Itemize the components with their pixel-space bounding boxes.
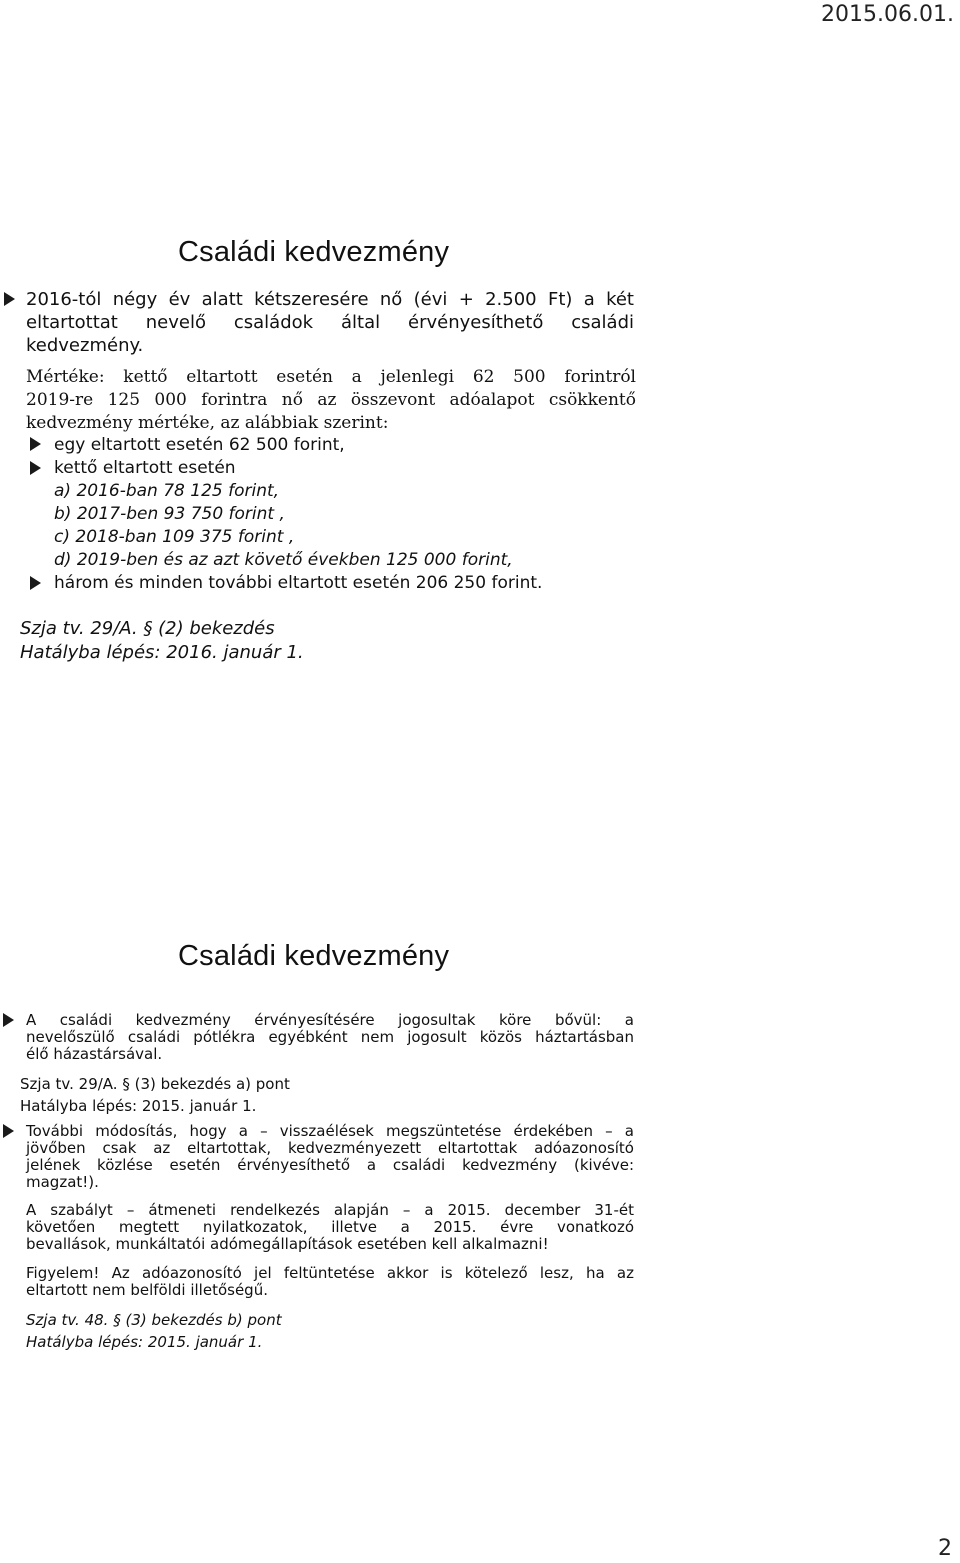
bullet-arrow-icon <box>30 437 41 451</box>
slide1-ref-effective: Hatályba lépés: 2016. január 1. <box>20 642 304 663</box>
slide1-ref-law: Szja tv. 29/A. § (2) bekezdés <box>20 618 275 639</box>
bullet-arrow-icon <box>3 1124 14 1138</box>
header-date: 2015.06.01. <box>821 2 954 27</box>
slide1-title: Családi kedvezmény <box>178 236 450 268</box>
slide1-measure: Mértéke: kettő eltartott esetén a jelenlegi 62 500 forintról 2019-re 125 000 forintra nő az összevont adóalapot csökkentő kedvezmény mértéke, az alábbiak szerint: <box>26 367 636 433</box>
slide1-sub-items <box>54 480 513 572</box>
list-item: b) 2017-ben 93 750 forint , <box>54 504 285 524</box>
slide1-bullet-two: kettő eltartott esetén <box>54 458 236 478</box>
page-number: 2 <box>938 1536 952 1561</box>
slide1-bullet-three: három és minden további eltartott esetén 206 250 forint. <box>54 573 543 593</box>
bullet-arrow-icon <box>30 461 41 475</box>
slide2-ref1-law: Szja tv. 29/A. § (3) bekezdés a) pont <box>20 1075 290 1093</box>
slide1-bullet-one: egy eltartott esetén 62 500 forint, <box>54 435 345 455</box>
slide2-ref1-effective: Hatályba lépés: 2015. január 1. <box>20 1097 257 1115</box>
slide2-ref2-effective: Hatályba lépés: 2015. január 1. <box>26 1333 263 1351</box>
slide2-paragraph-1: A családi kedvezmény érvényesítésére jogosultak köre bővül: a nevelőszülő családi pótlékra egyébként nem jogosult közös háztartásban élő házastársával. <box>26 1011 634 1063</box>
slide2-paragraph-4: Figyelem! Az adóazonosító jel feltüntetése akkor is kötelező lesz, ha az eltartott nem belföldi illetőségű. <box>26 1264 634 1299</box>
bullet-arrow-icon <box>3 1013 14 1027</box>
slide1-intro: 2016-tól négy év alatt kétszeresére nő (évi + 2.500 Ft) a két eltartottat nevelő családok által érvényesíthető családi kedvezmény. <box>26 289 634 356</box>
bullet-arrow-icon <box>4 292 15 306</box>
slide2-paragraph-2: További módosítás, hogy a – visszaélések megszüntetése érdekében – a jövőben csak az eltartottak, kedvezményezett eltartottak adóazonosító jelének közlése esetén érvényesíthető a családi kedvezmény (kivéve: magzat!). <box>26 1122 634 1191</box>
slide2-title: Családi kedvezmény <box>178 940 450 972</box>
bullet-arrow-icon <box>30 576 41 590</box>
list-item: d) 2019-ben és az azt követő években 125 000 forint, <box>54 550 513 570</box>
list-item: a) 2016-ban 78 125 forint, <box>54 481 280 501</box>
slide2-ref2-law: Szja tv. 48. § (3) bekezdés b) pont <box>26 1311 282 1329</box>
slide2-paragraph-3: A szabályt – átmeneti rendelkezés alapján – a 2015. december 31-ét követően megtett nyilatkozatok, illetve a 2015. évre vonatkozó bevallások, munkáltatói adómegállapítások esetében kell alkalmazni! <box>26 1201 634 1253</box>
list-item: c) 2018-ban 109 375 forint , <box>54 527 295 547</box>
